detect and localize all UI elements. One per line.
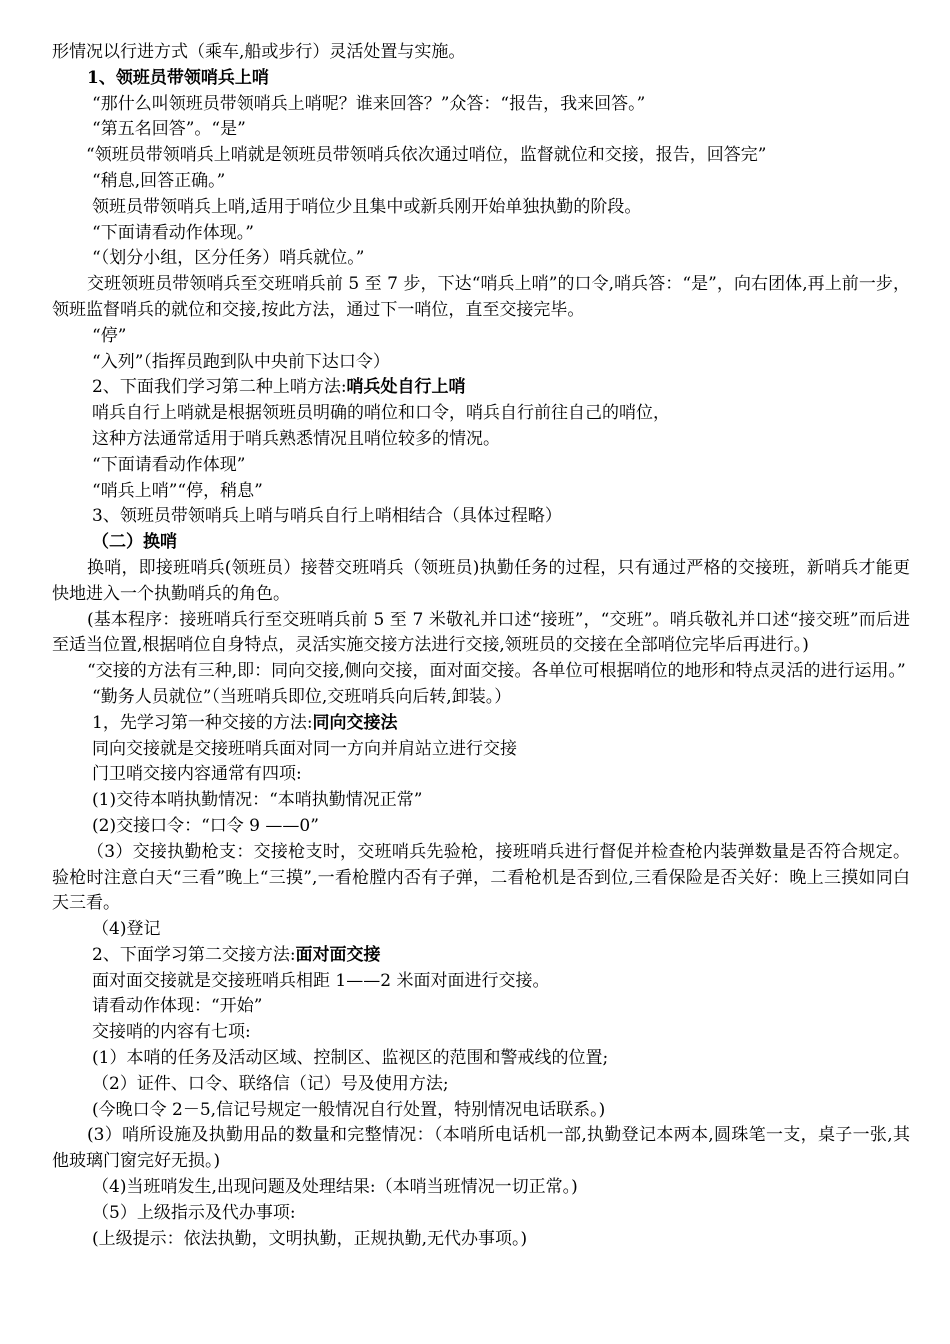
paragraph — [52, 350, 910, 376]
paragraph — [52, 143, 910, 169]
paragraph-text: “交接的方法有三种,即：同向交接,侧向交接，面对面交接。各单位可根据哨位的地形和特点灵活的进行运用。” — [87, 661, 906, 682]
paragraph — [52, 246, 910, 272]
paragraph-text: “哨兵上哨”“停，稍息” — [92, 480, 263, 501]
paragraph — [52, 504, 910, 530]
paragraph — [52, 530, 910, 556]
paragraph-text: （3）交接执勤枪支：交接枪支时，交班哨兵先验枪，接班哨兵进行督促并检查枪内装弹数量是否符合规定。验枪时注意白天“三看”晚上“三摸”,一看枪膛内否有子弹，二看枪机是否到位,三看保险是否关好：晚上三摸如同白天三看。 — [52, 841, 910, 914]
paragraph-text: (基本程序：接班哨兵行至交班哨兵前 5 至 7 米敬礼并口述“接班”，“交班”。哨兵敬礼并口述“接交班”而后进至适当位置,根据哨位自身特点，灵活实施交接方法进行交接,领班员的交接在全部哨位完毕后再进行。) — [52, 609, 910, 656]
paragraph-text: 哨兵自行上哨就是根据领班员明确的哨位和口令，哨兵自行前往自己的哨位， — [92, 403, 670, 424]
paragraph — [52, 40, 910, 66]
paragraph — [52, 1098, 910, 1124]
paragraph — [52, 1227, 910, 1253]
paragraph — [52, 659, 910, 685]
paragraph — [52, 272, 910, 324]
paragraph — [52, 814, 910, 840]
paragraph — [52, 117, 910, 143]
paragraph — [52, 994, 910, 1020]
paragraph-text: “下面请看动作体现” — [92, 454, 246, 475]
paragraph — [52, 401, 910, 427]
bold-heading-text: 同向交接法 — [312, 712, 398, 733]
paragraph-text: 换哨，即接班哨兵(领班员）接替交班哨兵（领班员)执勤任务的过程，只有通过严格的交接班，新哨兵才能更快地进入一个执勤哨兵的角色。 — [52, 557, 910, 604]
paragraph-text: 请看动作体现：“开始” — [92, 996, 263, 1017]
paragraph-text: “领班员带领哨兵上哨就是领班员带领哨兵依次通过哨位，监督就位和交接，报告，回答完” — [86, 145, 767, 166]
paragraph-text: “稍息,回答正确。” — [92, 170, 226, 191]
paragraph-text: (上级提示：依法执勤，文明执勤，正规执勤,无代办事项。) — [92, 1228, 528, 1249]
paragraph-text: 交接哨的内容有七项: — [92, 1022, 251, 1043]
paragraph-text: “停” — [92, 325, 127, 346]
document-body — [52, 40, 910, 1252]
paragraph — [52, 169, 910, 195]
paragraph — [52, 375, 910, 401]
paragraph-text: 交班领班员带领哨兵至交班哨兵前 5 至 7 步，下达“哨兵上哨”的口令,哨兵答：“是”，向右团体,再上前一步，领班监督哨兵的就位和交接,按此方法，通过下一哨位，直至交接完毕。 — [52, 274, 910, 320]
paragraph-text: (1)交待本哨执勤情况：“本哨执勤情况正常” — [92, 790, 423, 811]
paragraph — [52, 1020, 910, 1046]
paragraph-text: (2)交接口令：“口令 9 ——0” — [92, 815, 319, 836]
paragraph-text: 2、下面我们学习第二种上哨方法: — [92, 377, 347, 398]
paragraph-text: 同向交接就是交接班哨兵面对同一方向并肩站立进行交接 — [92, 738, 517, 759]
paragraph-text: （4)登记 — [92, 919, 161, 940]
paragraph-text: (今晚口令 2－5,信记号规定一般情况自行处置，特别情况电话联系。) — [92, 1099, 606, 1120]
paragraph — [52, 324, 910, 350]
paragraph — [52, 943, 910, 969]
paragraph — [52, 737, 910, 763]
paragraph — [52, 453, 910, 479]
paragraph-text: (1）本哨的任务及活动区域、控制区、监视区的范围和警戒线的位置; — [92, 1048, 609, 1069]
paragraph — [52, 762, 910, 788]
paragraph-text: “第五名回答”。“是” — [92, 119, 246, 140]
paragraph — [52, 840, 910, 917]
paragraph — [52, 685, 910, 711]
paragraph — [52, 1072, 910, 1098]
paragraph — [52, 427, 910, 453]
paragraph — [52, 788, 910, 814]
paragraph-text: （二）换哨 — [92, 532, 177, 553]
paragraph — [52, 917, 910, 943]
paragraph — [52, 711, 910, 737]
paragraph-text: “勤务人员就位”（当班哨兵即位,交班哨兵向后转,卸装。） — [92, 686, 512, 707]
paragraph-text: “（划分小组，区分任务）哨兵就位。” — [92, 248, 365, 269]
paragraph-text: 形情况以行进方式（乘车,船或步行）灵活处置与实施。 — [52, 42, 466, 62]
paragraph — [52, 608, 910, 660]
paragraph — [52, 969, 910, 995]
paragraph-text: （5）上级指示及代办事项: — [92, 1202, 296, 1223]
paragraph-text: “那什么叫领班员带领哨兵上哨呢？谁来回答？”众答：“报告，我来回答。” — [92, 93, 646, 114]
paragraph — [52, 556, 910, 608]
paragraph-text: “下面请看动作体现。” — [92, 222, 254, 243]
paragraph — [52, 1175, 910, 1201]
paragraph — [52, 66, 910, 92]
paragraph — [52, 1201, 910, 1227]
bold-heading-text: 面对面交接 — [295, 944, 381, 965]
paragraph-text: （4)当班哨发生,出现问题及处理结果:（本哨当班情况一切正常。) — [92, 1177, 578, 1198]
paragraph — [52, 1123, 910, 1175]
paragraph — [52, 479, 910, 505]
paragraph — [52, 1046, 910, 1072]
paragraph-text: 2、下面学习第二交接方法: — [92, 944, 296, 965]
paragraph-text: 1，先学习第一种交接的方法: — [92, 712, 313, 733]
paragraph — [52, 195, 910, 221]
paragraph-text: (3）哨所设施及执勤用品的数量和完整情况：（本哨所电话机一部,执勤登记本两本,圆珠笔一支，桌子一张,其他玻璃门窗完好无损。) — [52, 1125, 910, 1172]
paragraph-text: 1、领班员带领哨兵上哨 — [87, 67, 269, 88]
paragraph-text: 3、领班员带领哨兵上哨与哨兵自行上哨相结合（具体过程略） — [92, 506, 562, 527]
paragraph-text: （2）证件、口令、联络信（记）号及使用方法; — [92, 1073, 449, 1094]
paragraph — [52, 92, 910, 118]
paragraph-text: “入列”（指挥员跑到队中央前下达口令） — [92, 351, 390, 372]
paragraph-text: 这种方法通常适用于哨兵熟悉情况且哨位较多的情况。 — [92, 428, 500, 449]
paragraph — [52, 221, 910, 247]
bold-heading-text: 哨兵处自行上哨 — [346, 377, 466, 398]
paragraph-text: 门卫哨交接内容通常有四项: — [92, 764, 302, 785]
paragraph-text: 领班员带领哨兵上哨,适用于哨位少且集中或新兵刚开始单独执勤的阶段。 — [92, 196, 642, 217]
paragraph-text: 面对面交接就是交接班哨兵相距 1——2 米面对面进行交接。 — [92, 970, 550, 991]
